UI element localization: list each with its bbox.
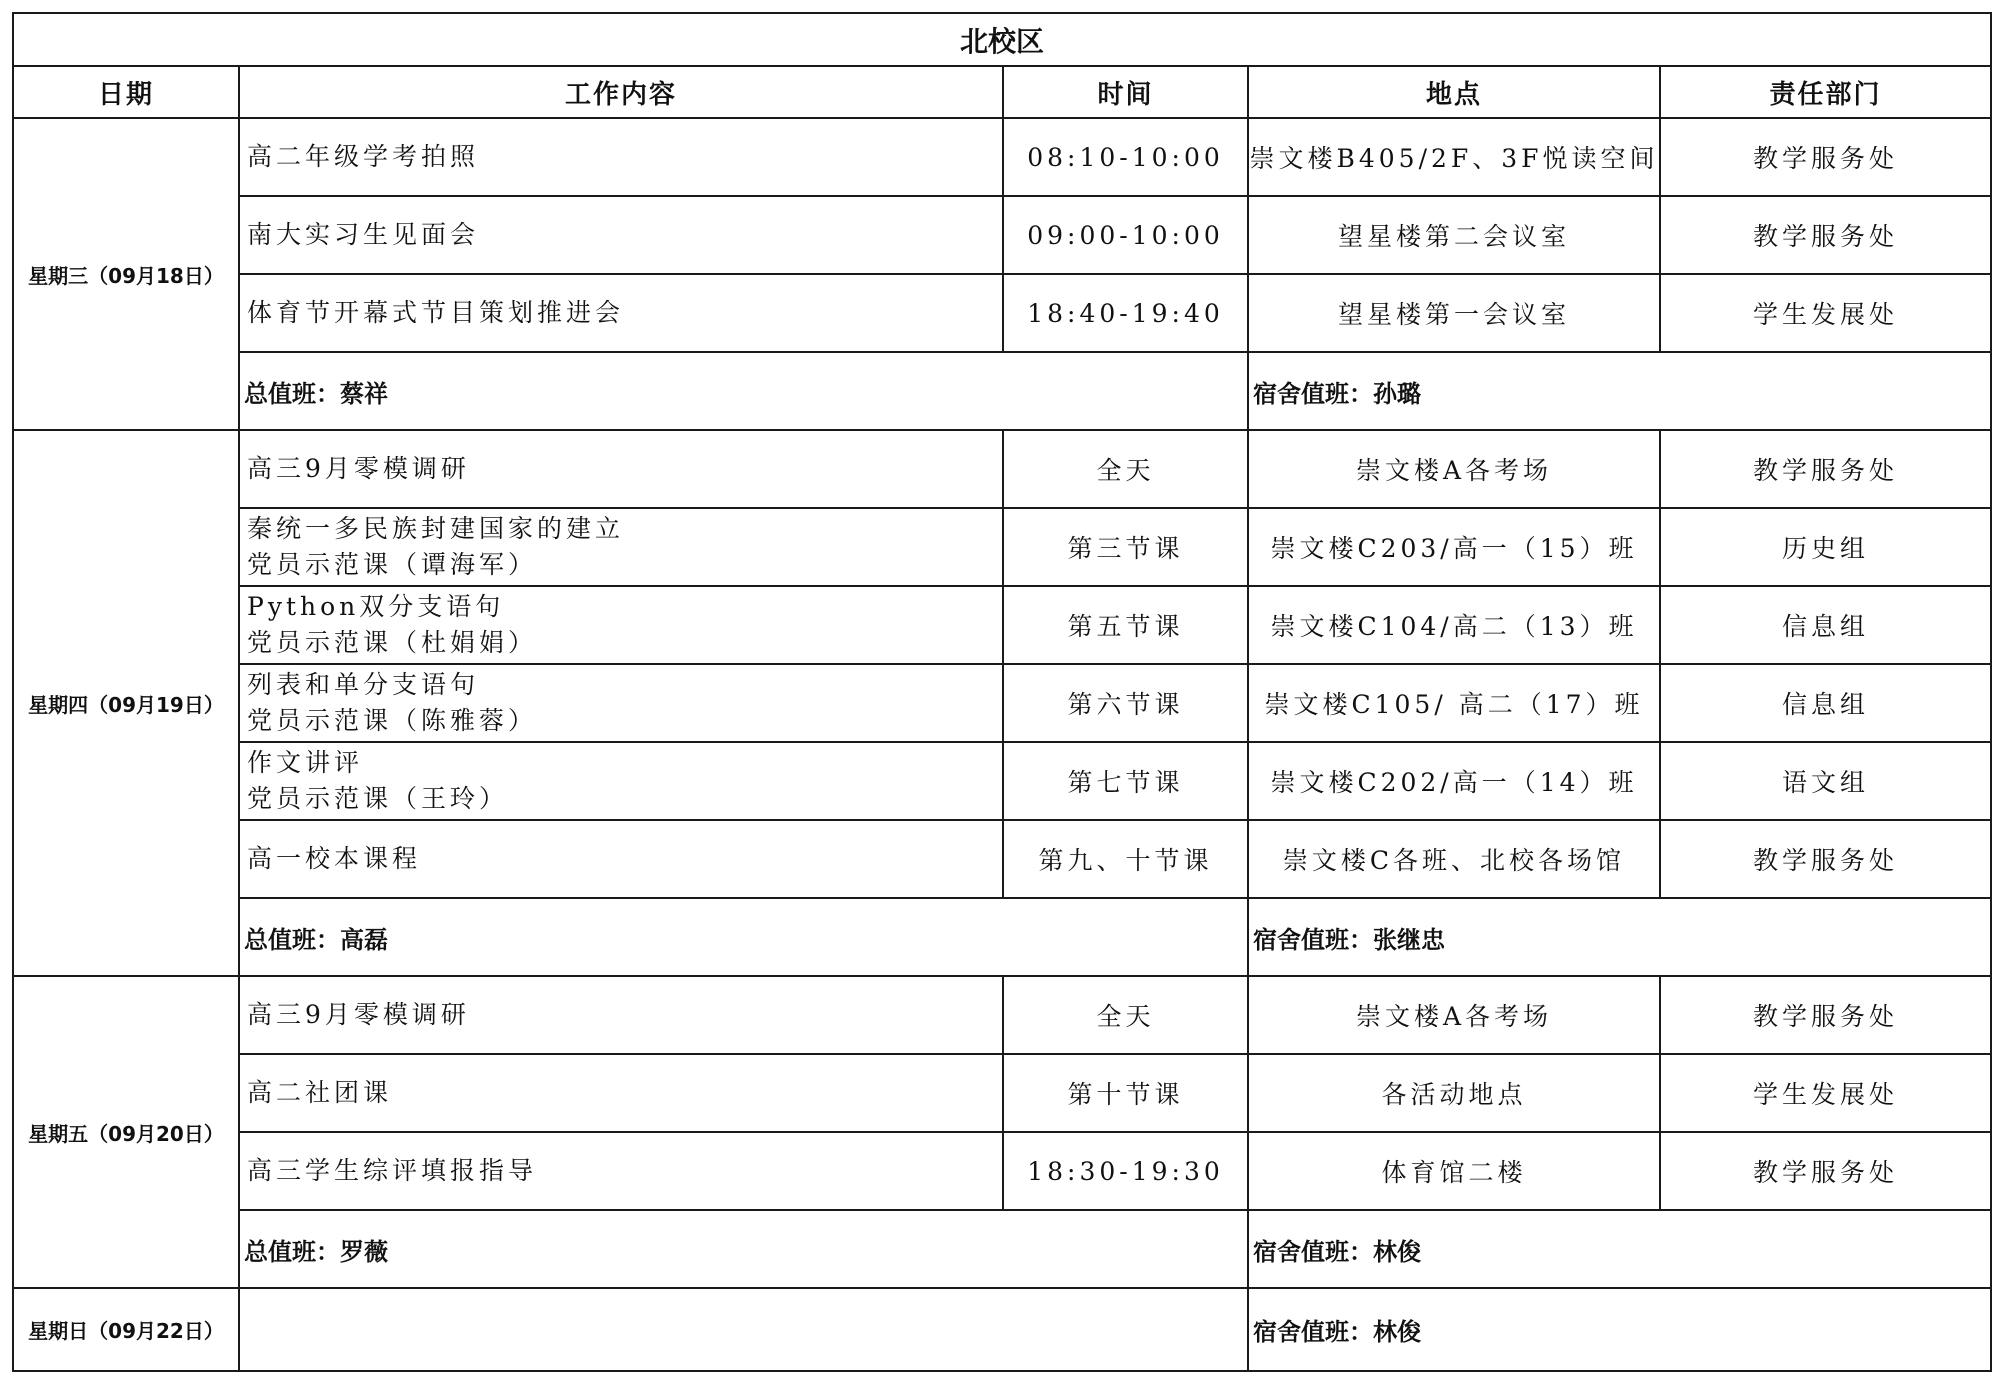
task-row (13, 976, 1991, 1054)
duty-row (13, 898, 1991, 976)
duty-general (239, 1288, 1248, 1371)
task-content-line: 高三9月零模调研 (247, 1000, 470, 1029)
task-place: 崇文楼B405/2F、3F悦读空间 (1248, 118, 1660, 196)
task-time: 第七节课 (1003, 742, 1248, 820)
task-row (13, 508, 1991, 586)
task-dept: 学生发展处 (1660, 274, 1991, 352)
task-dept: 教学服务处 (1660, 976, 1991, 1054)
date-cell: 星期三（09月18日） (13, 118, 239, 430)
task-place: 崇文楼C203/高一（15）班 (1248, 508, 1660, 586)
task-content-line: 列表和单分支语句 (247, 670, 480, 699)
duty-dorm: 宿舍值班：林俊 (1248, 1288, 1991, 1371)
date-cell: 星期五（09月20日） (13, 976, 239, 1288)
task-content-line: 党员示范课（杜娟娟） (247, 628, 538, 657)
task-place: 崇文楼C105/ 高二（17）班 (1248, 664, 1660, 742)
header-content: 工作内容 (239, 66, 1003, 118)
task-dept: 教学服务处 (1660, 1132, 1991, 1210)
duty-general: 总值班：蔡祥 (239, 352, 1248, 430)
header-time: 时间 (1003, 66, 1248, 118)
header-place: 地点 (1248, 66, 1660, 118)
task-place: 崇文楼C各班、北校各场馆 (1248, 820, 1660, 898)
task-place: 崇文楼A各考场 (1248, 430, 1660, 508)
task-row (13, 820, 1991, 898)
task-dept: 信息组 (1660, 664, 1991, 742)
header-dept: 责任部门 (1660, 66, 1991, 118)
task-place: 崇文楼C202/高一（14）班 (1248, 742, 1660, 820)
task-row (13, 1054, 1991, 1132)
task-time: 第十节课 (1003, 1054, 1248, 1132)
task-place: 崇文楼A各考场 (1248, 976, 1660, 1054)
task-content-line: 高二年级学考拍照 (247, 142, 480, 171)
task-content (239, 430, 1003, 508)
task-place: 体育馆二楼 (1248, 1132, 1660, 1210)
task-content-line: 体育节开幕式节目策划推进会 (247, 298, 625, 327)
task-dept: 教学服务处 (1660, 196, 1991, 274)
task-row (13, 118, 1991, 196)
task-row (13, 196, 1991, 274)
task-content (239, 742, 1003, 820)
task-content-line: 高二社团课 (247, 1078, 393, 1107)
task-content-line: 作文讲评 (247, 748, 364, 777)
task-content (239, 1054, 1003, 1132)
date-cell: 星期四（09月19日） (13, 430, 239, 976)
table-title: 北校区 (13, 13, 1991, 66)
task-dept: 教学服务处 (1660, 118, 1991, 196)
task-row (13, 274, 1991, 352)
schedule-table (12, 12, 1992, 1372)
task-time: 全天 (1003, 976, 1248, 1054)
duty-dorm: 宿舍值班：孙璐 (1248, 352, 1991, 430)
task-dept: 教学服务处 (1660, 430, 1991, 508)
task-content (239, 664, 1003, 742)
task-content (239, 976, 1003, 1054)
task-row (13, 430, 1991, 508)
task-content-line: 秦统一多民族封建国家的建立 (247, 514, 625, 543)
task-dept: 语文组 (1660, 742, 1991, 820)
task-content (239, 118, 1003, 196)
task-time: 08:10-10:00 (1003, 118, 1248, 196)
task-time: 第三节课 (1003, 508, 1248, 586)
task-content-line: 党员示范课（谭海军） (247, 550, 538, 579)
task-time: 第五节课 (1003, 586, 1248, 664)
duty-row (13, 1288, 1991, 1371)
task-content-line: 高一校本课程 (247, 844, 422, 873)
duty-dorm: 宿舍值班：张继忠 (1248, 898, 1991, 976)
task-row (13, 1132, 1991, 1210)
task-content-line: 高三9月零模调研 (247, 454, 470, 483)
task-dept: 教学服务处 (1660, 820, 1991, 898)
task-content-line: Python双分支语句 (247, 592, 505, 621)
task-place: 崇文楼C104/高二（13）班 (1248, 586, 1660, 664)
date-cell: 星期日（09月22日） (13, 1288, 239, 1371)
task-content (239, 274, 1003, 352)
task-content-line: 党员示范课（陈雅蓉） (247, 706, 538, 735)
task-content-line: 南大实习生见面会 (247, 220, 480, 249)
task-dept: 信息组 (1660, 586, 1991, 664)
duty-row (13, 1210, 1991, 1288)
task-time: 09:00-10:00 (1003, 196, 1248, 274)
task-time: 第九、十节课 (1003, 820, 1248, 898)
task-row (13, 664, 1991, 742)
task-place: 望星楼第二会议室 (1248, 196, 1660, 274)
duty-dorm: 宿舍值班：林俊 (1248, 1210, 1991, 1288)
task-content (239, 820, 1003, 898)
task-content (239, 508, 1003, 586)
task-content (239, 1132, 1003, 1210)
task-content-line: 高三学生综评填报指导 (247, 1156, 538, 1185)
task-dept: 学生发展处 (1660, 1054, 1991, 1132)
task-content (239, 196, 1003, 274)
header-row (13, 66, 1991, 118)
duty-general: 总值班：高磊 (239, 898, 1248, 976)
task-dept: 历史组 (1660, 508, 1991, 586)
task-row (13, 586, 1991, 664)
duty-row (13, 352, 1991, 430)
task-time: 第六节课 (1003, 664, 1248, 742)
task-place: 各活动地点 (1248, 1054, 1660, 1132)
task-content (239, 586, 1003, 664)
task-content-line: 党员示范课（王玲） (247, 784, 509, 813)
task-place: 望星楼第一会议室 (1248, 274, 1660, 352)
task-time: 18:40-19:40 (1003, 274, 1248, 352)
duty-general: 总值班：罗薇 (239, 1210, 1248, 1288)
task-row (13, 742, 1991, 820)
header-date: 日期 (13, 66, 239, 118)
task-time: 18:30-19:30 (1003, 1132, 1248, 1210)
task-time: 全天 (1003, 430, 1248, 508)
